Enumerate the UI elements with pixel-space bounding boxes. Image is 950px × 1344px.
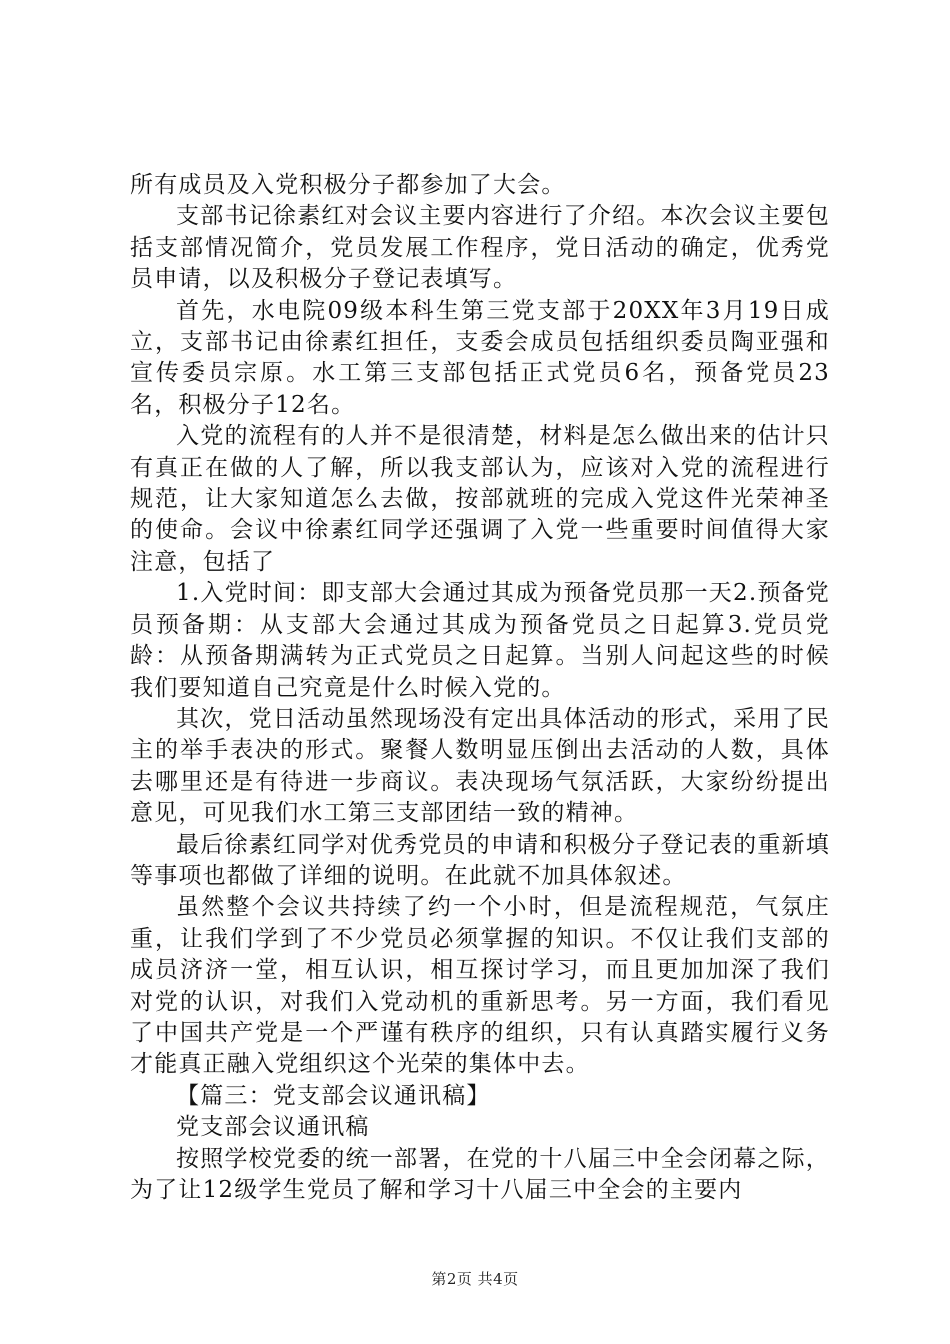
page-number-footer: 第2页 共4页	[431, 1270, 519, 1288]
paragraph-9: 按照学校党委的统一部署，在党的十八届三中全会闭幕之际，为了让12级学生党员了解和学习十八届三中全会的主要内	[130, 1145, 830, 1203]
section-heading: 【篇三：党支部会议通讯稿】	[176, 1082, 491, 1109]
paragraph-8: 虽然整个会议共持续了约一个小时，但是流程规范，气氛庄重，让我们学到了不少党员必须掌握的知识。不仅让我们支部的成员济济一堂，相互认识，相互探讨学习，而且更加加深了我们对党的认识，对我们入党动机的重新思考。另一方面，我们看见了中国共产党是一个严谨有秩序的组织，只有认真踏实履行义务才能真正融入党组织这个光荣的集体中去。	[130, 894, 830, 1078]
paragraph-5: 1.入党时间：即支部大会通过其成为预备党员那一天2.预备党员预备期：从支部大会通过其成为预备党员之日起算3.党员党龄：从预备期满转为正式党员之日起算。当别人问起这些的时候我们要知道自己究竟是什么时候入党的。	[130, 580, 830, 701]
section-title: 党支部会议通讯稿	[176, 1114, 370, 1141]
paragraph-6: 其次，党日活动虽然现场没有定出具体活动的形式，采用了民主的举手表决的形式。聚餐人数明显压倒出去活动的人数，具体去哪里还是有待进一步商议。表决现场气氛活跃，大家纷纷提出意见，可见我们水工第三支部团结一致的精神。	[130, 705, 830, 827]
paragraph-3: 首先，水电院09级本科生第三党支部于20XX年3月19日成立，支部书记由徐素红担任，支委会成员包括组织委员陶亚强和宣传委员宗原。水工第三支部包括正式党员6名，预备党员23名，积极分子12名。	[130, 297, 830, 418]
paragraph-1: 所有成员及入党积极分子都参加了大会。	[130, 172, 566, 198]
paragraph-2: 支部书记徐素红对会议主要内容进行了介绍。本次会议主要包括支部情况简介，党员发展工作程序，党日活动的确定，优秀党员申请，以及积极分子登记表填写。	[130, 203, 830, 293]
document-body	[130, 170, 830, 1206]
paragraph-4: 入党的流程有的人并不是很清楚，材料是怎么做出来的估计只有真正在做的人了解，所以我支部认为，应该对入党的流程进行规范，让大家知道怎么去做，按部就班的完成入党这件光荣神圣的使命。会议中徐素红同学还强调了入党一些重要时间值得大家注意，包括了	[130, 423, 830, 575]
paragraph-7: 最后徐素红同学对优秀党员的申请和积极分子登记表的重新填等事项也都做了详细的说明。在此就不加具体叙述。	[130, 831, 830, 889]
